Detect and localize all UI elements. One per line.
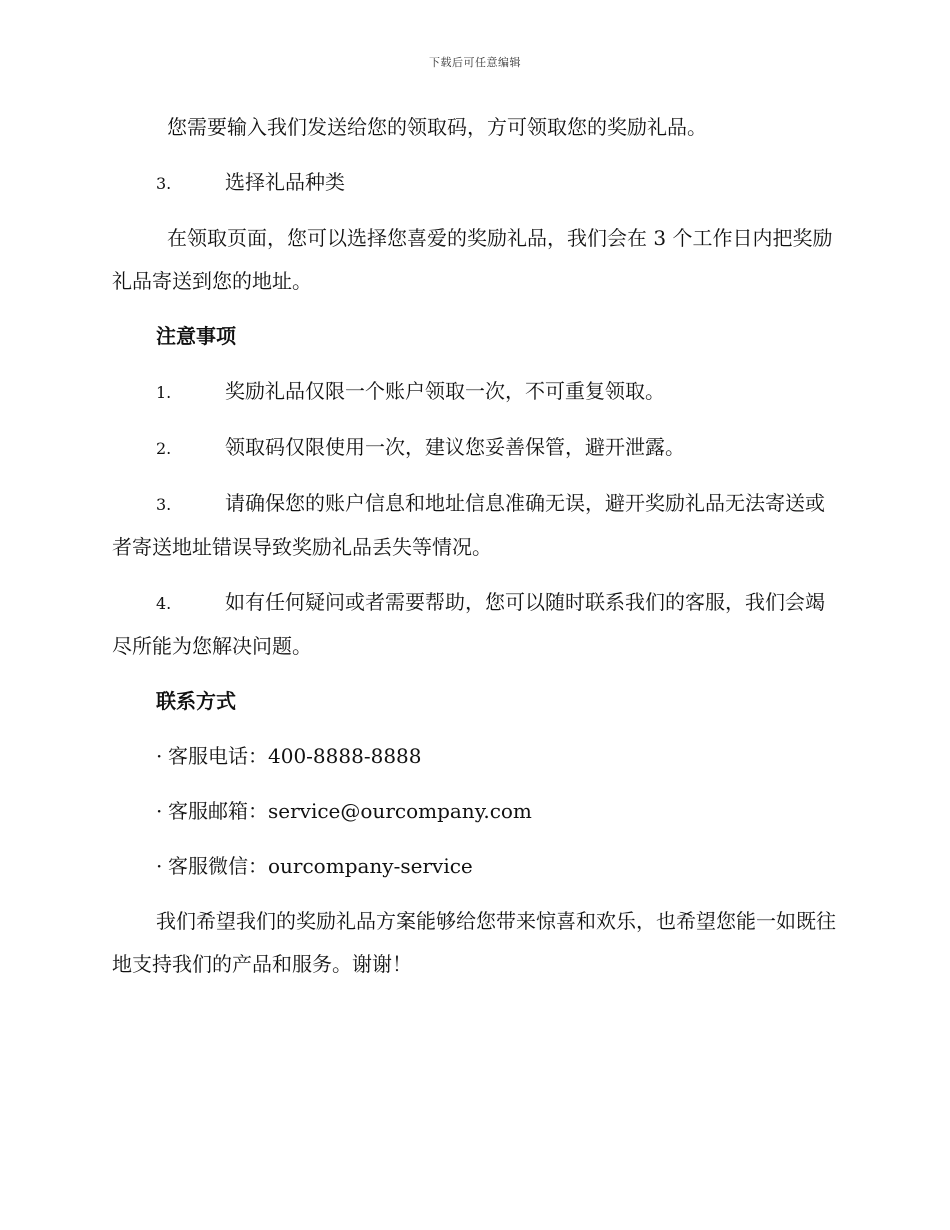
notes-heading: 注意事项	[156, 324, 236, 348]
contact-heading: 联系方式	[156, 689, 236, 713]
step-3-item	[112, 161, 836, 205]
header-note: 下载后可任意编辑	[429, 56, 521, 69]
contact-value: service@ourcompany.com	[268, 799, 532, 823]
note-number: 4.	[156, 594, 172, 613]
step-3-number: 3.	[156, 174, 172, 193]
note-item	[112, 370, 836, 414]
note-text: 奖励礼品仅限一个账户领取一次，不可重复领取。	[225, 379, 665, 403]
contact-wechat	[112, 845, 836, 888]
note-item	[112, 581, 836, 668]
document-body	[112, 106, 836, 998]
note-number: 2.	[156, 439, 172, 458]
contact-label: 客服电话：	[168, 744, 268, 768]
note-text: 如有任何疑问或者需要帮助，您可以随时联系我们的客服，我们会竭尽所能为您解决问题。	[112, 590, 825, 658]
paragraph-enter-code: 您需要输入我们发送给您的领取码，方可领取您的奖励礼品。	[167, 115, 707, 139]
contact-phone	[112, 735, 836, 778]
bullet-icon: ·	[156, 744, 163, 768]
contact-value: 400-8888-8888	[268, 744, 422, 768]
note-number: 1.	[156, 383, 172, 402]
contact-email	[112, 790, 836, 833]
note-text: 请确保您的账户信息和地址信息准确无误，避开奖励礼品无法寄送或者寄送地址错误导致奖励礼品丢失等情况。	[112, 491, 825, 559]
note-text: 领取码仅限使用一次，建议您妥善保管，避开泄露。	[225, 435, 685, 459]
contact-label: 客服邮箱：	[168, 799, 268, 823]
bullet-icon: ·	[156, 799, 163, 823]
note-number: 3.	[156, 495, 172, 514]
step-3-text: 选择礼品种类	[225, 170, 345, 194]
bullet-icon: ·	[156, 854, 163, 878]
contact-value: ourcompany-service	[268, 854, 473, 878]
note-item	[112, 426, 836, 470]
closing-paragraph: 我们希望我们的奖励礼品方案能够给您带来惊喜和欢乐，也希望您能一如既往地支持我们的产品和服务。谢谢！	[112, 909, 836, 976]
paragraph-choose-gift: 在领取页面，您可以选择您喜爱的奖励礼品，我们会在 3 个工作日内把奖励礼品寄送到您的地址。	[112, 226, 833, 293]
note-item	[112, 482, 836, 569]
contact-label: 客服微信：	[168, 854, 268, 878]
